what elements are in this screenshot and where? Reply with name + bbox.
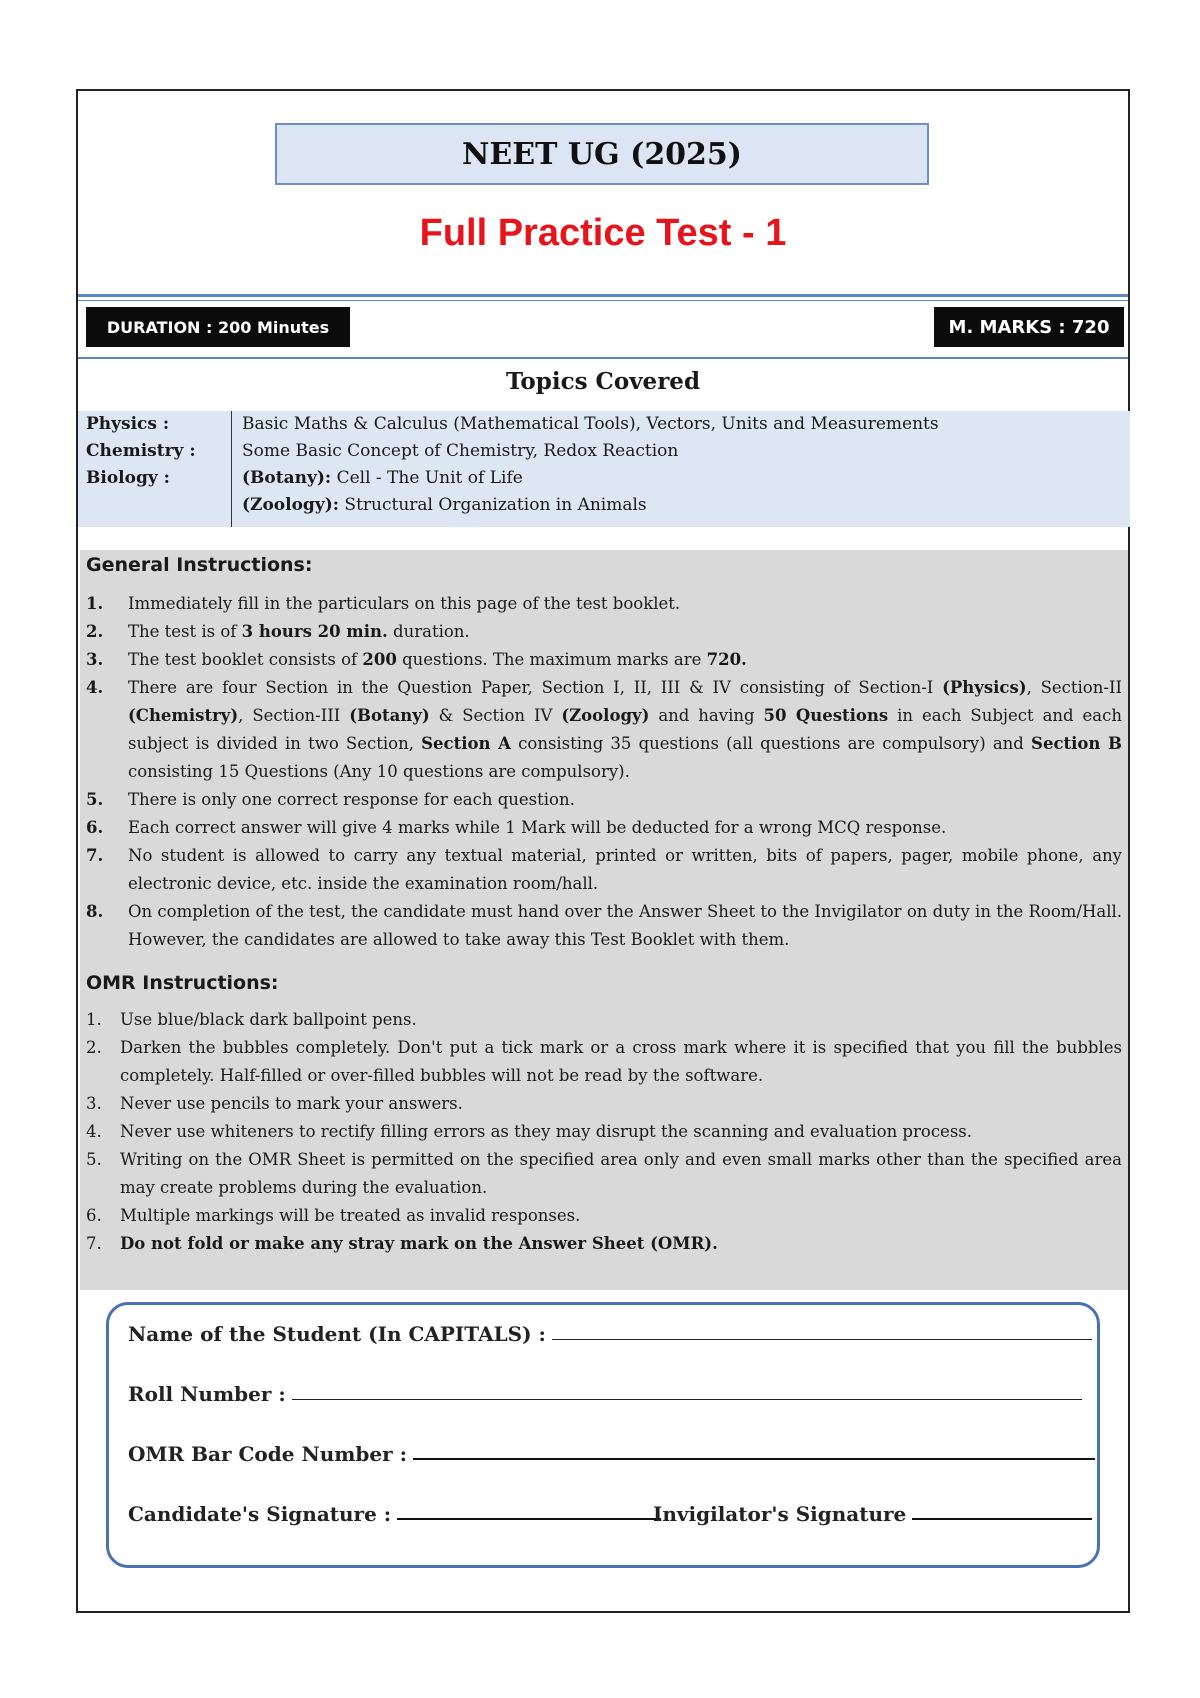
duration-text: DURATION : 200 Minutes [106, 317, 330, 337]
instruction-number: 8. [86, 902, 104, 921]
instruction-number: 5. [86, 1150, 102, 1169]
max-marks-badge [934, 307, 1124, 347]
instruction-number: 6. [86, 818, 104, 837]
instruction-text: No student is allowed to carry any textual material, printed or written, bits of papers, pager, mobile phone, any electronic device, etc. inside the examination room/hall. [128, 846, 1122, 893]
instruction-item [86, 646, 1122, 674]
instruction-number: 3. [86, 650, 104, 669]
student-name-label: Name of the Student (In CAPITALS) : [128, 1322, 546, 1346]
exam-title-box [275, 123, 929, 185]
instruction-text: Never use pencils to mark your answers. [120, 1094, 463, 1113]
instruction-item [86, 618, 1122, 646]
instruction-item [86, 898, 1122, 954]
divider-rule [78, 300, 1128, 301]
instruction-item [86, 814, 1122, 842]
instruction-text: Use blue/black dark ballpoint pens. [120, 1010, 417, 1029]
instruction-number: 6. [86, 1206, 102, 1225]
instruction-number: 2. [86, 1038, 102, 1057]
instruction-text: Darken the bubbles completely. Don't put a tick mark or a cross mark where it is specified that you fill the bubbles completely. Half-filled or over-filled bubbles will not be read by the software. [120, 1038, 1122, 1085]
omr-instructions-list [86, 1006, 1122, 1258]
exam-title: NEET UG (2025) [461, 136, 743, 172]
instruction-text: There are four Section in the Question Paper, Section I, II, III & IV consisting of Section-I (Physics), Section-II (Chemistry), Section-III (Botany) & Section IV (Zoology) and having 50 Questions in each Subject and each subject is divided in two Section, Section A consisting 35 questions (all questions are compulsory) and Section B consisting 15 Questions (Any 10 questions are compulsory). [128, 678, 1123, 781]
divider-rule [78, 357, 1128, 359]
invigilator-signature-field [653, 1502, 1092, 1526]
instruction-text: Do not fold or make any stray mark on the Answer Sheet (OMR). [120, 1234, 718, 1253]
max-marks-text: M. MARKS : 720 [948, 316, 1110, 338]
instruction-text: Each correct answer will give 4 marks while 1 Mark will be deducted for a wrong MCQ response. [128, 818, 947, 837]
candidate-signature-field [128, 1502, 661, 1526]
instruction-number: 7. [86, 1234, 102, 1253]
instruction-number: 5. [86, 790, 104, 809]
invigilator-signature-input[interactable] [912, 1518, 1092, 1520]
instruction-text: The test booklet consists of 200 questions. The maximum marks are 720. [128, 650, 747, 669]
instruction-number: 2. [86, 622, 104, 641]
roll-number-input[interactable] [292, 1399, 1082, 1400]
instruction-text: On completion of the test, the candidate must hand over the Answer Sheet to the Invigilator on duty in the Room/Hall. However, the candidates are allowed to take away this Test Booklet with them. [128, 902, 1122, 949]
instruction-number: 4. [86, 1122, 102, 1141]
invigilator-signature-label: Invigilator's Signature [653, 1502, 907, 1526]
omr-barcode-input[interactable] [413, 1458, 1095, 1460]
instruction-text: Multiple markings will be treated as invalid responses. [120, 1206, 581, 1225]
instruction-item [86, 842, 1122, 898]
instruction-number: 4. [86, 678, 104, 697]
zoology-text: Structural Organization in Animals [339, 495, 647, 515]
roll-number-label: Roll Number : [128, 1382, 286, 1406]
instruction-item [86, 590, 1122, 618]
biology-label: Biology : [86, 468, 170, 488]
zoology-topics [242, 495, 647, 515]
topics-column-divider [231, 411, 232, 527]
instruction-item [86, 674, 1122, 786]
chemistry-topics: Some Basic Concept of Chemistry, Redox Reaction [242, 441, 679, 461]
botany-text: Cell - The Unit of Life [331, 468, 523, 488]
instruction-text: The test is of 3 hours 20 min. duration. [128, 622, 470, 641]
chemistry-label: Chemistry : [86, 441, 196, 461]
duration-badge [86, 307, 350, 347]
student-name-field [128, 1322, 1092, 1346]
omr-barcode-field [128, 1442, 1095, 1466]
instruction-text: Writing on the OMR Sheet is permitted on the specified area only and even small marks other than the specified area may create problems during the evaluation. [120, 1150, 1122, 1197]
instruction-text: Never use whiteners to rectify filling errors as they may disrupt the scanning and evaluation process. [120, 1122, 973, 1141]
instruction-item [86, 786, 1122, 814]
test-title: Full Practice Test - 1 [419, 212, 787, 254]
candidate-signature-label: Candidate's Signature : [128, 1502, 392, 1526]
omr-barcode-label: OMR Bar Code Number : [128, 1442, 408, 1466]
instruction-number: 1. [86, 594, 104, 613]
instruction-text: There is only one correct response for each question. [128, 790, 575, 809]
topics-heading: Topics Covered [505, 368, 701, 395]
botany-tag: (Botany): [242, 468, 332, 488]
roll-number-field [128, 1382, 1082, 1406]
instruction-number: 1. [86, 1010, 102, 1029]
instruction-item [86, 1202, 1122, 1230]
instruction-item [86, 1090, 1122, 1118]
omr-instructions-heading: OMR Instructions: [86, 972, 279, 994]
candidate-signature-input[interactable] [397, 1518, 661, 1520]
instruction-item [86, 1230, 1122, 1258]
physics-topics: Basic Maths & Calculus (Mathematical Tools), Vectors, Units and Measurements [242, 414, 939, 434]
general-instructions-list [86, 590, 1122, 954]
zoology-tag: (Zoology): [242, 495, 340, 515]
physics-label: Physics : [86, 414, 170, 434]
instruction-item [86, 1146, 1122, 1202]
instruction-item [86, 1034, 1122, 1090]
instruction-item [86, 1118, 1122, 1146]
instruction-item [86, 1006, 1122, 1034]
instruction-number: 3. [86, 1094, 102, 1113]
instruction-text: Immediately fill in the particulars on this page of the test booklet. [128, 594, 681, 613]
instruction-number: 7. [86, 846, 104, 865]
divider-rule [78, 294, 1128, 297]
general-instructions-heading: General Instructions: [86, 554, 313, 576]
student-name-input[interactable] [552, 1339, 1092, 1340]
botany-topics [242, 468, 523, 488]
